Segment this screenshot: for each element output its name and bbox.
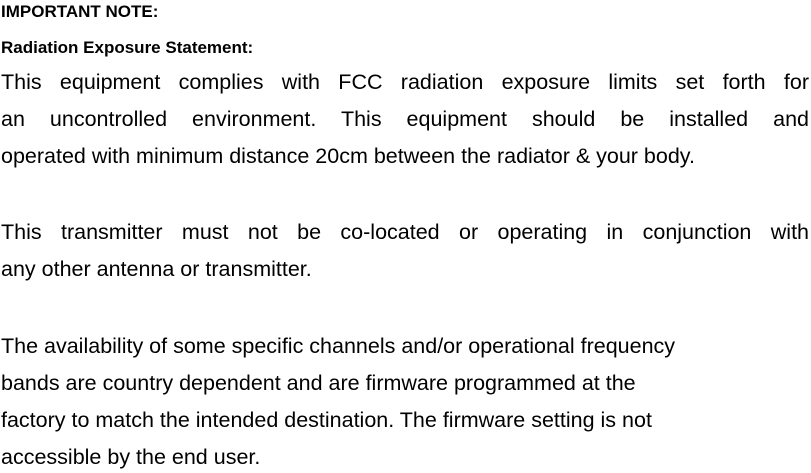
paragraph1-line1: This equipment complies with FCC radiation exposure limits set forth for bbox=[1, 70, 809, 94]
paragraph1-line2: an uncontrolled environment. This equipment should be installed and bbox=[1, 107, 809, 131]
paragraph2-line1: This transmitter must not be co-located or operating in conjunction with bbox=[1, 220, 809, 244]
paragraph3-line2: bands are country dependent and are firmware programmed at the bbox=[1, 371, 636, 395]
paragraph3-line3: factory to match the intended destination. The firmware setting is not bbox=[1, 408, 652, 432]
paragraph3-line4: accessible by the end user. bbox=[1, 445, 261, 469]
important-note-heading: IMPORTANT NOTE: bbox=[1, 2, 159, 21]
paragraph1-line3: operated with minimum distance 20cm between the radiator & your body. bbox=[1, 144, 695, 168]
statement-title: Radiation Exposure Statement: bbox=[1, 38, 254, 57]
paragraph2-line2: any other antenna or transmitter. bbox=[1, 257, 312, 281]
paragraph3-line1: The availability of some specific channels and/or operational frequency bbox=[1, 334, 676, 358]
